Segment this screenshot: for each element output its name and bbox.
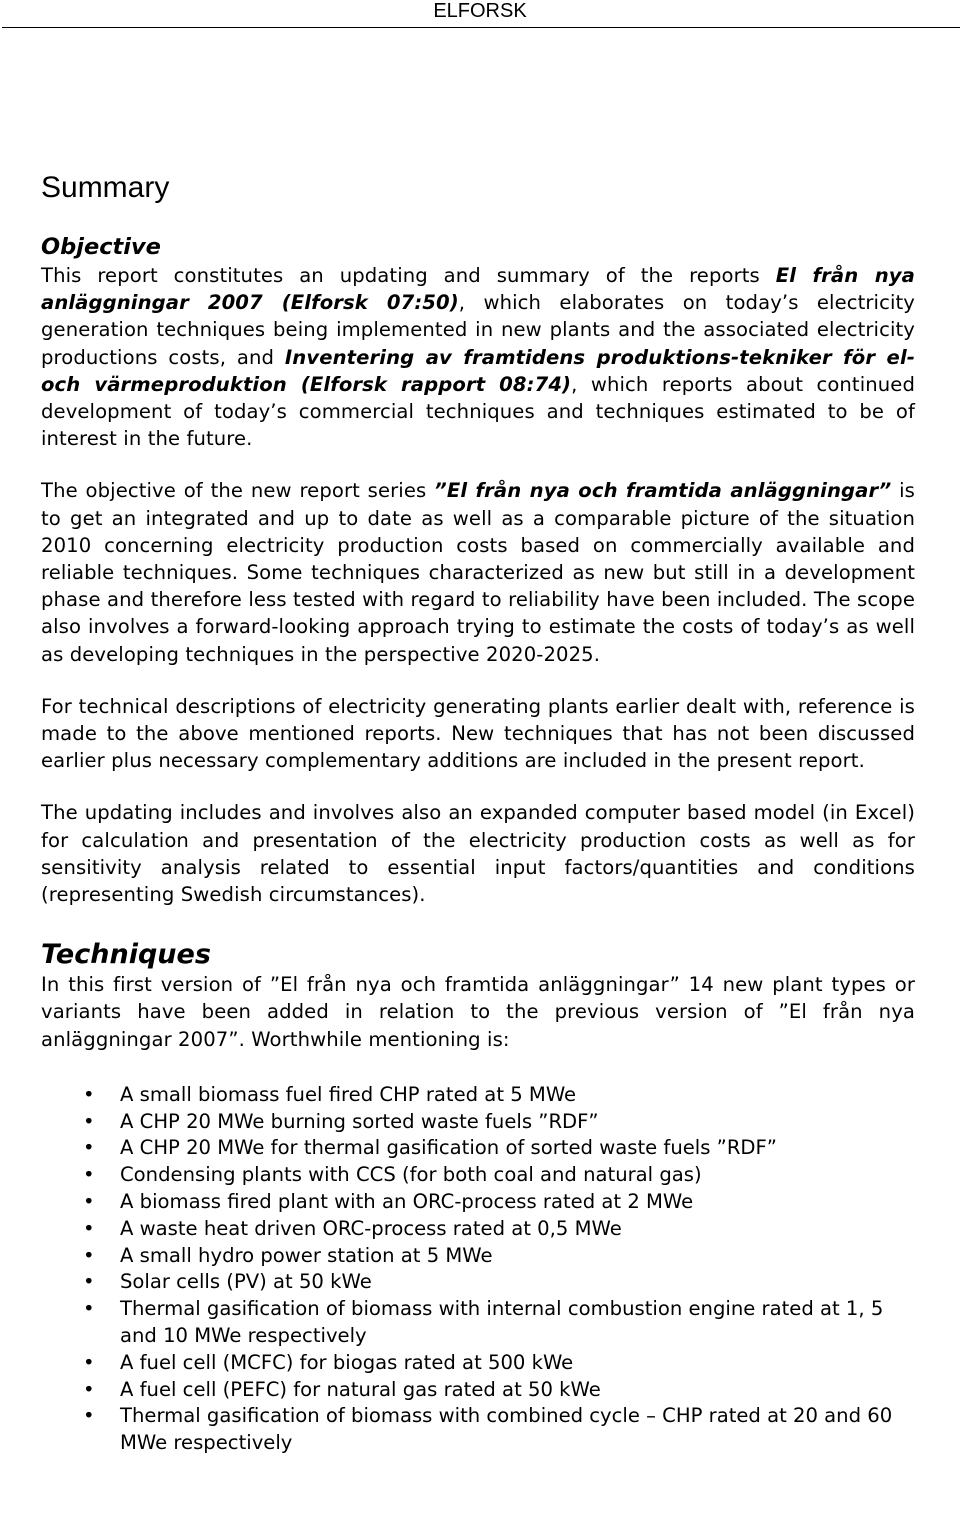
objective-paragraph-4: The updating includes and involves also an expanded computer based model (in Excel) for calculation and presentation of the electricity production costs as well as for sensitivity analysis related to essential input factors/quantities and conditions (representing Swedish circumstances).	[41, 801, 915, 907]
techniques-intro: In this first version of ”El från nya och framtida anläggningar” 14 new plant types or variants have been added in relation to the previous version of ”El från nya anläggningar 2007”. Worthwhile mentioning is:	[41, 973, 915, 1051]
list-item	[41, 1082, 915, 1109]
header-divider	[2, 27, 960, 28]
list-item-text: A CHP 20 MWe for thermal gasification of sorted waste fuels ”RDF”	[120, 1136, 777, 1160]
list-item-text: A small hydro power station at 5 MWe	[120, 1243, 493, 1267]
page-title: Summary	[41, 171, 170, 204]
objective-paragraph-3: For technical descriptions of electricity generating plants earlier dealt with, reference is made to the above mentioned reports. New techniques that has not been discussed earlier plus necessary complementary additions are included in the present report.	[41, 694, 915, 773]
objective-paragraph-2	[41, 477, 915, 667]
list-item-text: Thermal gasification of biomass with internal combustion engine rated at 1, 5 and 10 MWe respectively	[120, 1297, 884, 1348]
objective-p2-text-1: The objective of the new report series	[41, 479, 435, 503]
list-item-text: A CHP 20 MWe burning sorted waste fuels ”RDF”	[120, 1109, 599, 1133]
list-item-text: A small biomass fuel fired CHP rated at 5 MWe	[120, 1082, 577, 1106]
techniques-heading: Techniques	[41, 939, 211, 971]
list-item-text: Thermal gasification of biomass with combined cycle – CHP rated at 20 and 60 MWe respectively	[120, 1404, 893, 1455]
bullet-icon: •	[83, 1136, 95, 1160]
list-item-text: A biomass fired plant with an ORC-process rated at 2 MWe	[120, 1190, 694, 1214]
bullet-icon: •	[83, 1270, 95, 1294]
bullet-icon: •	[83, 1297, 95, 1321]
list-item	[41, 1162, 915, 1189]
header-title: ELFORSK	[433, 0, 527, 22]
objective-p2-series-name: ”El från nya och framtida anläggningar”	[434, 479, 892, 503]
list-item-text: A fuel cell (PEFC) for natural gas rated at 50 kWe	[120, 1377, 601, 1401]
list-item	[41, 1296, 915, 1350]
list-item	[41, 1135, 915, 1162]
bullet-icon: •	[83, 1190, 95, 1214]
objective-p1-text-1: This report constitutes an updating and summary of the reports	[41, 264, 776, 287]
list-item	[41, 1269, 915, 1296]
bullet-icon: •	[83, 1377, 95, 1401]
list-item-text: A waste heat driven ORC-process rated at 0,5 MWe	[120, 1216, 622, 1240]
page-header	[0, 0, 960, 28]
objective-p1-report-ref-1: El från nya anläggningar 2007 (Elforsk 07:50)	[41, 264, 915, 315]
objective-paragraph-1	[41, 262, 915, 452]
bullet-icon: •	[83, 1216, 95, 1240]
objective-p2-text-2: is to get an integrated and up to date as well as a comparable picture of the situation 2010 concerning electricity production costs based on commercially available and reliable techniques. Some techniques characterized as new but still in a development phase and therefore less tested with regard to reliability have been included. The scope also involves a forward-looking approach trying to estimate the costs of today’s as well as developing techniques in the perspective 2020-2025.	[41, 479, 915, 666]
objective-p1-text-3: , which reports about continued development of today’s commercial techniques and techniques estimated to be of interest in the future.	[41, 372, 915, 451]
bullet-icon: •	[83, 1082, 95, 1106]
list-item-text: A fuel cell (MCFC) for biogas rated at 500 kWe	[120, 1350, 574, 1374]
techniques-list	[41, 1082, 915, 1457]
list-item	[41, 1243, 915, 1270]
bullet-icon: •	[83, 1350, 95, 1374]
bullet-icon: •	[83, 1404, 95, 1428]
list-item-text: Solar cells (PV) at 50 kWe	[120, 1270, 372, 1294]
bullet-icon: •	[83, 1243, 95, 1267]
objective-p1-report-ref-2: Inventering av framtidens produktions-tekniker för el- och värmeproduktion (Elforsk rapport 08:74)	[41, 345, 915, 396]
list-item	[41, 1377, 915, 1404]
bullet-icon: •	[83, 1163, 95, 1187]
list-item	[41, 1109, 915, 1136]
objective-p1-text-2: , which elaborates on today’s electricity generation techniques being implemented in new plants and the associated electricity productions costs, and	[41, 291, 915, 369]
list-item-text: Condensing plants with CCS (for both coal and natural gas)	[120, 1163, 702, 1187]
list-item	[41, 1350, 915, 1377]
objective-heading: Objective	[41, 234, 161, 260]
bullet-icon: •	[83, 1109, 95, 1133]
list-item	[41, 1189, 915, 1216]
document-body	[41, 168, 915, 1457]
list-item	[41, 1403, 915, 1457]
list-item	[41, 1216, 915, 1243]
